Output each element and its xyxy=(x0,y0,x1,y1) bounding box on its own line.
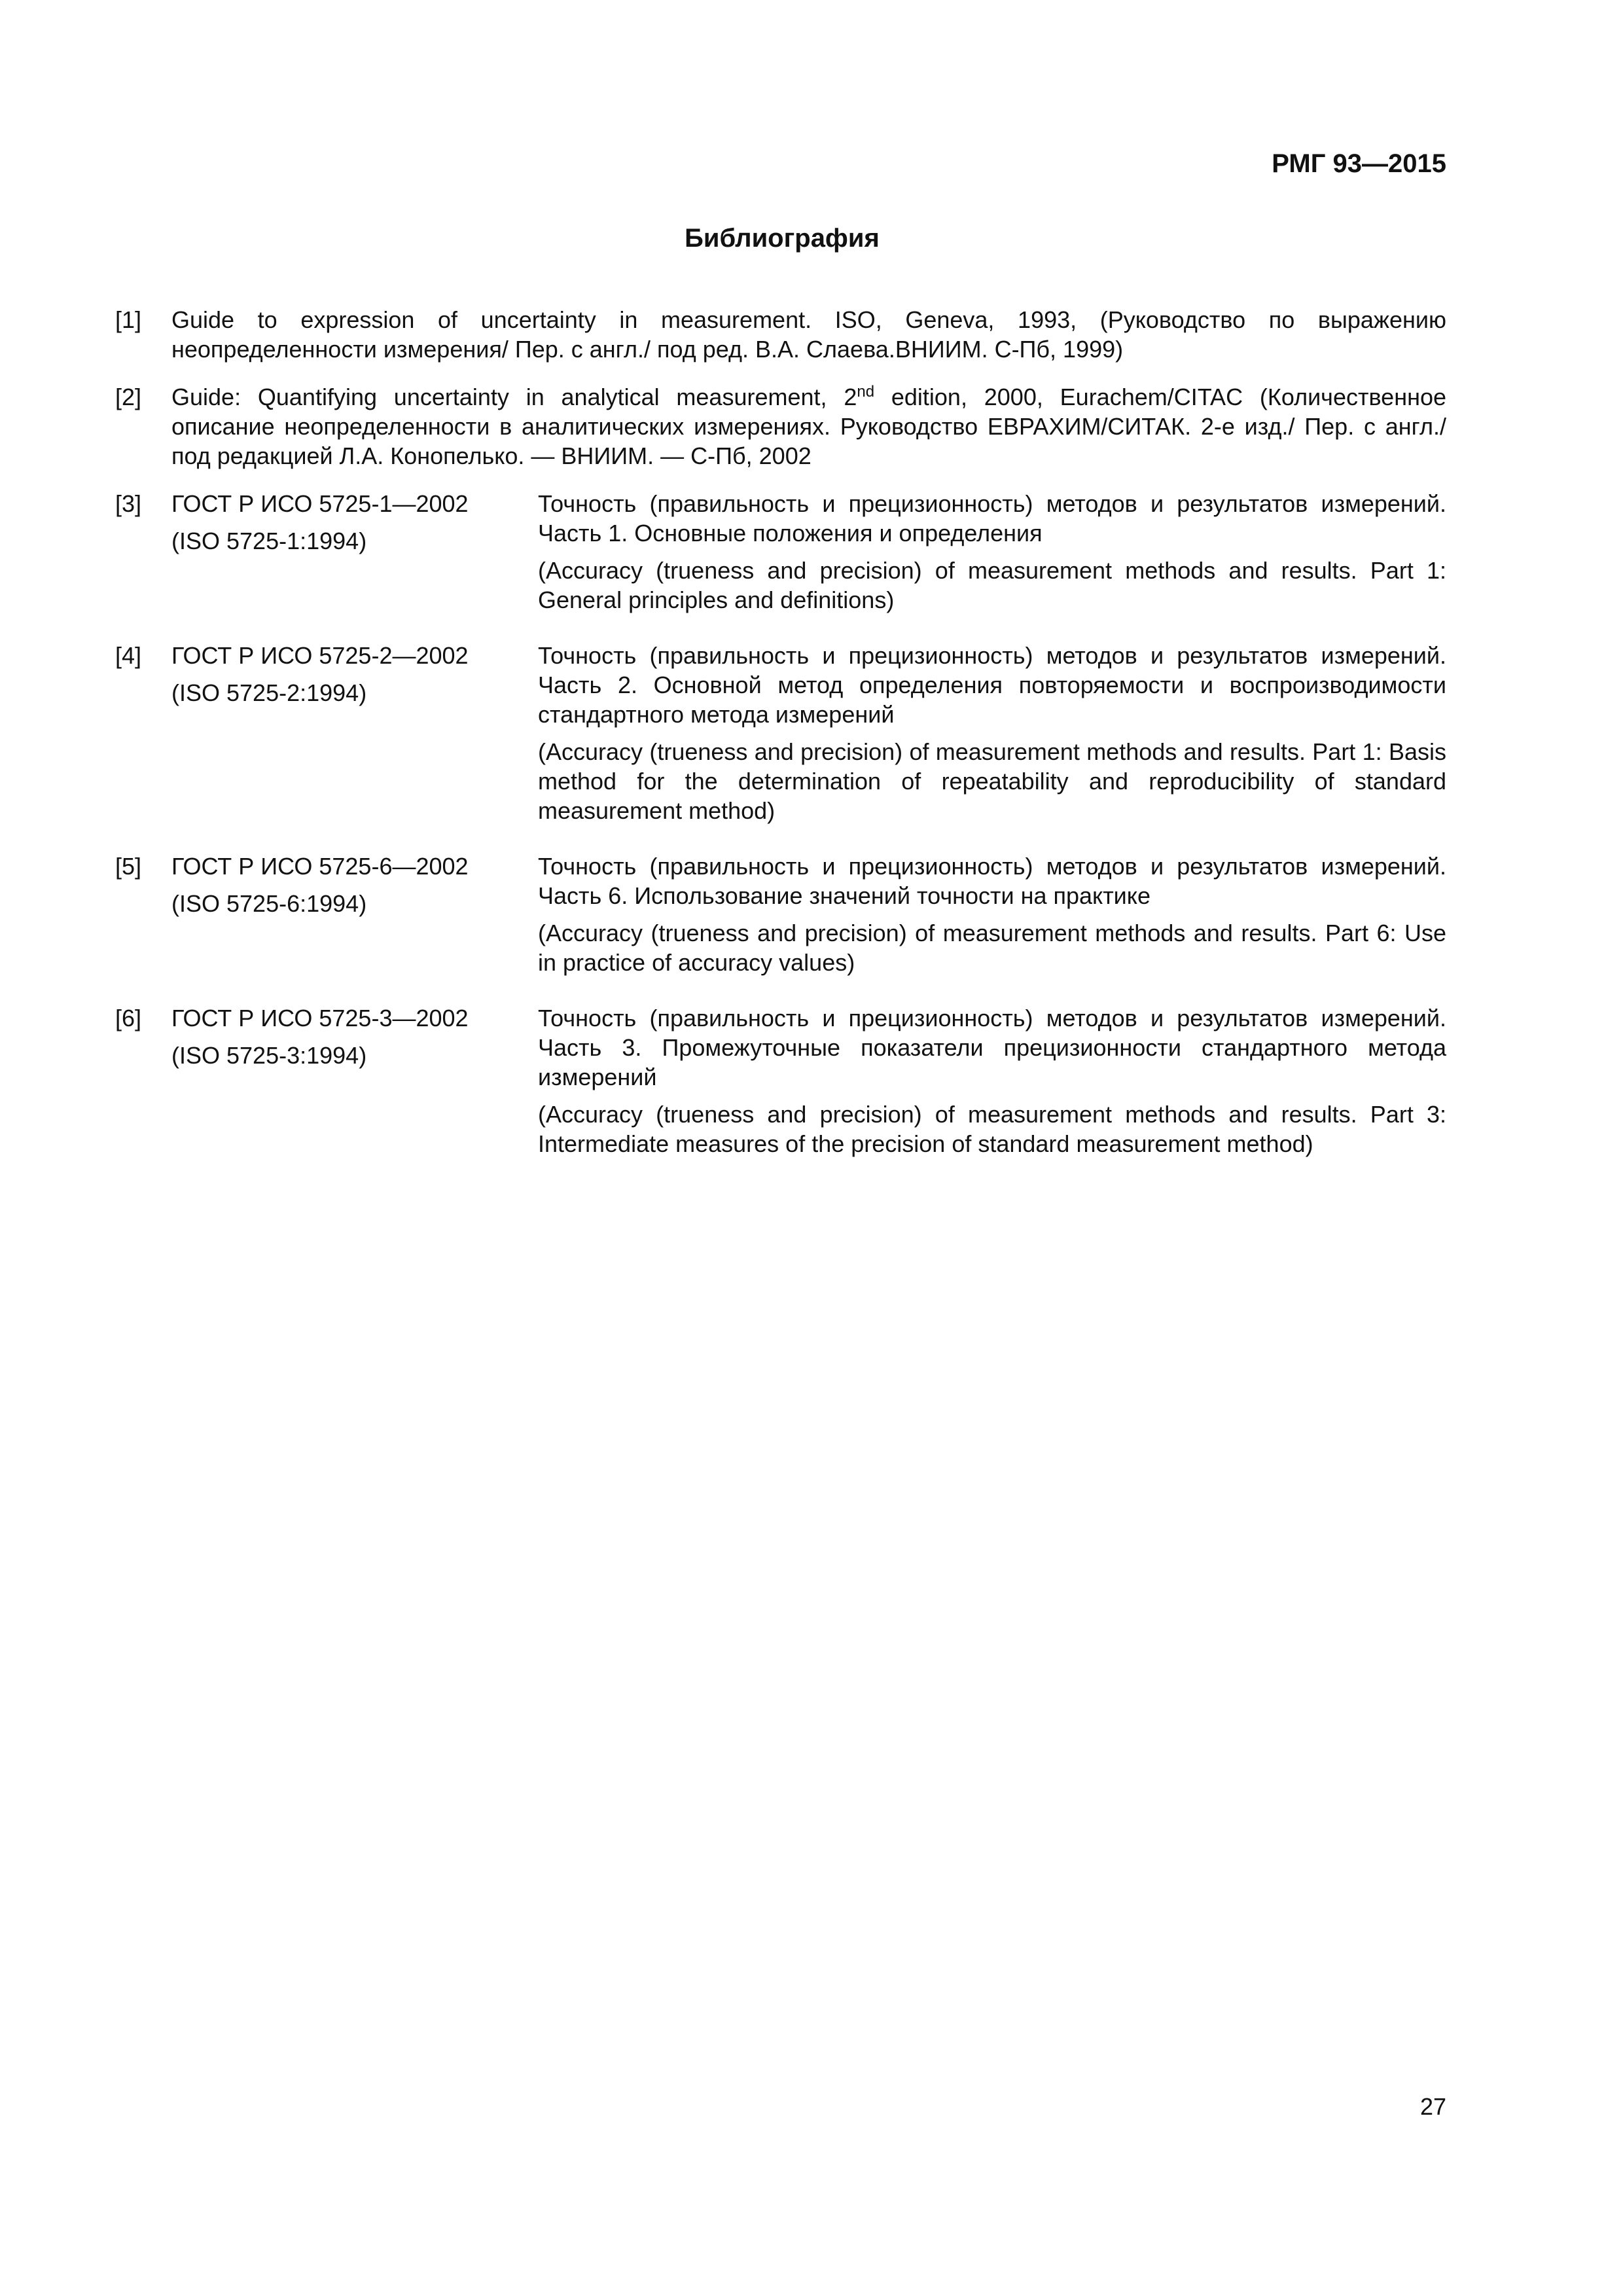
entry-text-end: edition, 2000, Eurachem/CITAC (Количественное описание неопределенности в аналитических измерениях. Руководство ЕВРАХИМ/СИТАК. 2-е изд./ Пер. с англ./ под редакцией Л.А. Конопелько. — ВНИИМ. — С-Пб, 2002 xyxy=(171,384,1446,469)
entry-body xyxy=(171,852,1446,985)
entry-number: [1] xyxy=(115,306,142,333)
standard-codes xyxy=(171,489,538,622)
bibliography-entry xyxy=(115,852,1446,985)
bibliography-entry xyxy=(115,382,1446,471)
standard-code: ГОСТ Р ИСО 5725-3—2002 xyxy=(171,1005,469,1031)
entry-number: [2] xyxy=(115,384,142,410)
standard-description xyxy=(538,489,1446,622)
standard-codes xyxy=(171,1003,538,1166)
standard-code: ГОСТ Р ИСО 5725-1—2002 xyxy=(171,490,469,517)
standard-code: ГОСТ Р ИСО 5725-2—2002 xyxy=(171,642,469,669)
standard-description xyxy=(538,1003,1446,1166)
description-ru: Точность (правильность и прецизионность) методов и результатов измерений. Часть 3. Промежуточные показатели прецизионности стандартного метода измерений xyxy=(538,1005,1446,1090)
description-ru: Точность (правильность и прецизионность) методов и результатов измерений. Часть 1. Основные положения и определения xyxy=(538,490,1446,547)
standard-description xyxy=(538,852,1446,985)
bibliography-entry xyxy=(115,1003,1446,1166)
entry-body xyxy=(171,1003,1446,1166)
description-ru: Точность (правильность и прецизионность) методов и результатов измерений. Часть 6. Использование значений точности на практике xyxy=(538,853,1446,909)
iso-code: (ISO 5725-2:1994) xyxy=(171,679,367,706)
entry-number: [3] xyxy=(115,490,142,517)
bibliography-entry xyxy=(115,489,1446,622)
iso-code: (ISO 5725-6:1994) xyxy=(171,890,367,917)
iso-code: (ISO 5725-1:1994) xyxy=(171,528,367,554)
bibliography-entry xyxy=(115,305,1446,364)
document-code: РМГ 93—2015 xyxy=(1272,149,1446,178)
entry-number: [5] xyxy=(115,853,142,880)
standard-codes xyxy=(171,852,538,985)
entry-text-start: Guide: Quantifying uncertainty in analytical measurement, 2 xyxy=(171,384,857,410)
iso-code: (ISO 5725-3:1994) xyxy=(171,1042,367,1069)
entry-text: Guide to expression of uncertainty in measurement. ISO, Geneva, 1993, (Руководство по выражению неопределенности измерения/ Пер. с англ./ под ред. В.А. Слаева.ВНИИМ. С-Пб, 1999) xyxy=(171,306,1446,363)
ordinal-superscript: nd xyxy=(857,383,875,401)
standard-codes xyxy=(171,641,538,833)
entry-body xyxy=(171,489,1446,622)
page-number: 27 xyxy=(1419,2093,1446,2120)
description-en: (Accuracy (trueness and precision) of measurement methods and results. Part 6: Use in practice of accuracy values) xyxy=(538,920,1446,976)
entry-text xyxy=(171,382,1446,471)
page-title: Библиография xyxy=(685,224,880,253)
description-en: (Accuracy (trueness and precision) of measurement methods and results. Part 1: General principles and definitions) xyxy=(538,557,1446,613)
bibliography-list xyxy=(115,305,1446,1185)
description-ru: Точность (правильность и прецизионность) методов и результатов измерений. Часть 2. Основной метод определения повторяемости и воспроизводимости стандартного метода измерений xyxy=(538,642,1446,728)
entry-number: [4] xyxy=(115,642,142,669)
standard-code: ГОСТ Р ИСО 5725-6—2002 xyxy=(171,853,469,880)
bibliography-entry xyxy=(115,641,1446,833)
description-en: (Accuracy (trueness and precision) of measurement methods and results. Part 1: Basis method for the determination of repeatability and reproducibility of standard measurement method) xyxy=(538,738,1446,824)
description-en: (Accuracy (trueness and precision) of measurement methods and results. Part 3: Intermediate measures of the precision of standard measurement method) xyxy=(538,1101,1446,1157)
standard-description xyxy=(538,641,1446,833)
entry-number: [6] xyxy=(115,1005,142,1031)
entry-body xyxy=(171,641,1446,833)
